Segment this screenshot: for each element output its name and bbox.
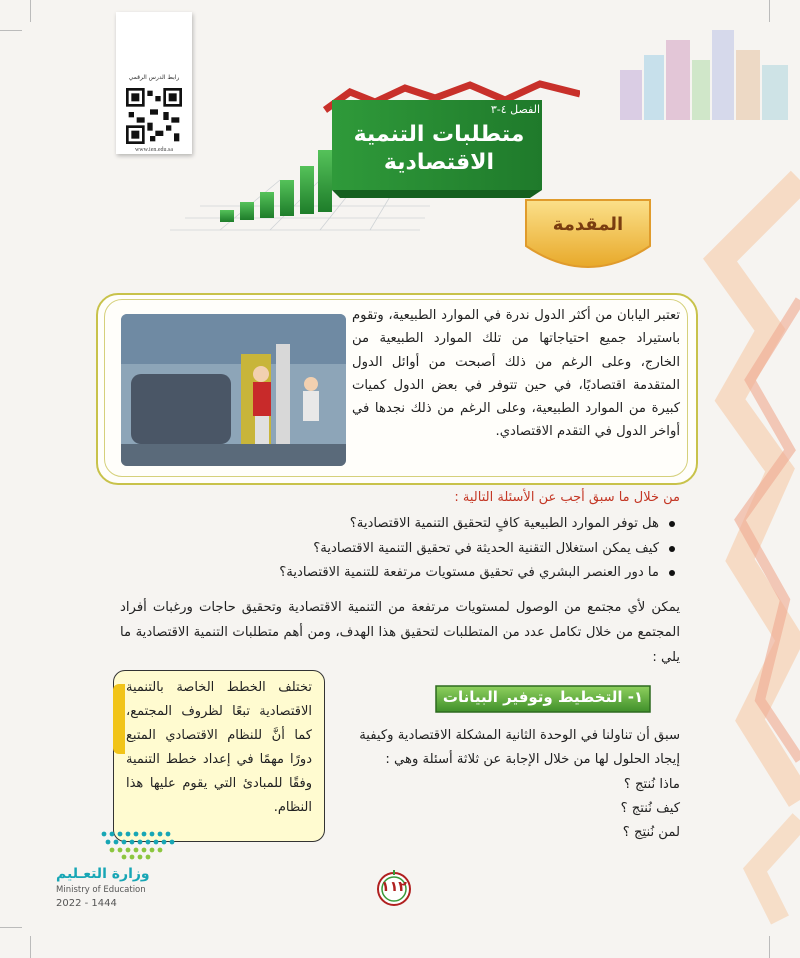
question-text: هل توفر الموارد الطبيعية كافٍ لتحقيق التنمية الاقتصادية؟ [349, 516, 659, 531]
list-item [150, 512, 675, 537]
page-number: ١١٢ [381, 879, 407, 895]
section-heading: ١- التخطيط وتوفير البيانات [442, 688, 644, 706]
section-line: ماذا نُنتج ؟ [623, 776, 680, 792]
lesson-title-line2: الاقتصادية [383, 150, 495, 175]
section-line: إيجاد الحلول لها من خلال الإجابة عن ثلاثة أسئلة وهي : [385, 752, 680, 768]
crop-mark [769, 936, 770, 958]
list-item [150, 537, 675, 562]
edition-year: 2022 - 1444 [56, 898, 117, 909]
qr-title: رابط الدرس الرقمي [128, 74, 180, 81]
bullet-icon [669, 546, 675, 552]
body-paragraph: يمكن لأي مجتمع من الوصول لمستويات مرتفعة من التنمية الاقتصادية وتحقيق حاجات ورغبات أفراد المجتمع من خلال تكامل عدد من المتطلبات لتحقيق هذا الهدف، ومن أهم متطلبات التنمية الاقتصادية ما يلي : [120, 600, 680, 665]
city-skyline [620, 30, 790, 120]
section-line: سبق أن تناولنا في الوحدة الثانية المشكلة الاقتصادية وكيفية [359, 728, 680, 743]
ministry-logo-icon [96, 826, 186, 862]
intro-heading: المقدمة [552, 214, 624, 235]
section-line: لمن نُنتِج ؟ [622, 825, 680, 841]
bullet-icon [669, 521, 675, 527]
note-accent-bar [113, 684, 125, 754]
crop-mark [30, 936, 31, 958]
lesson-title-line1: متطلبات التنمية [353, 122, 525, 147]
questions-list [150, 512, 675, 586]
factory-photo [121, 314, 346, 466]
question-text: ما دور العنصر البشري في تحقيق مستويات مرتفعة للتنمية الاقتصادية؟ [279, 565, 659, 580]
section-text [324, 724, 680, 845]
note-text: تختلف الخطط الخاصة بالتنمية الاقتصادية تبعًا لظروف المجتمع، كما أنَّ للنظام الاقتصادي المتبع دورًا مهمًا في إعداد خطط التنمية وفقًا للمبادئ التي يقوم عليها هذا النظام. [126, 680, 312, 815]
list-item [150, 561, 675, 586]
crop-mark [0, 30, 22, 31]
intro-tab-shape [520, 196, 656, 286]
question-text: كيف يمكن استغلال التقنية الحديثة في تحقيق التنمية الاقتصادية؟ [313, 540, 659, 556]
crop-mark [769, 0, 770, 22]
ministry-name-english: Ministry of Education [56, 885, 146, 895]
decorative-ribbon [680, 0, 800, 958]
section-line: كيف نُنتج ؟ [620, 800, 680, 816]
chapter-label: الفصل ٤-٣ [490, 103, 540, 116]
qr-url[interactable]: www.ien.edu.sa [134, 147, 174, 153]
crop-mark [0, 927, 22, 928]
intro-paragraph: تعتبر اليابان من أكثر الدول ندرة في الموارد الطبيعية، وتقوم باستيراد جميع احتياجاتها من تلك الموارد الطبيعية من الخارج، وعلى الرغم من ذلك أصبحت من أوائل الدول المتقدمة اقتصاديًا، في حين تتوفر في بعض الدول كميات كبيرة من الموارد الطبيعية، وعلى الرغم من ذلك نجدها في أواخر الدول في التقدم الاقتصادي. [352, 308, 680, 440]
ministry-name-arabic: وزارة التعـليم [56, 866, 150, 882]
questions-lead: من خلال ما سبق أجب عن الأسئلة التالية : [454, 490, 680, 505]
crop-mark [30, 0, 31, 22]
bullet-icon [669, 570, 675, 576]
